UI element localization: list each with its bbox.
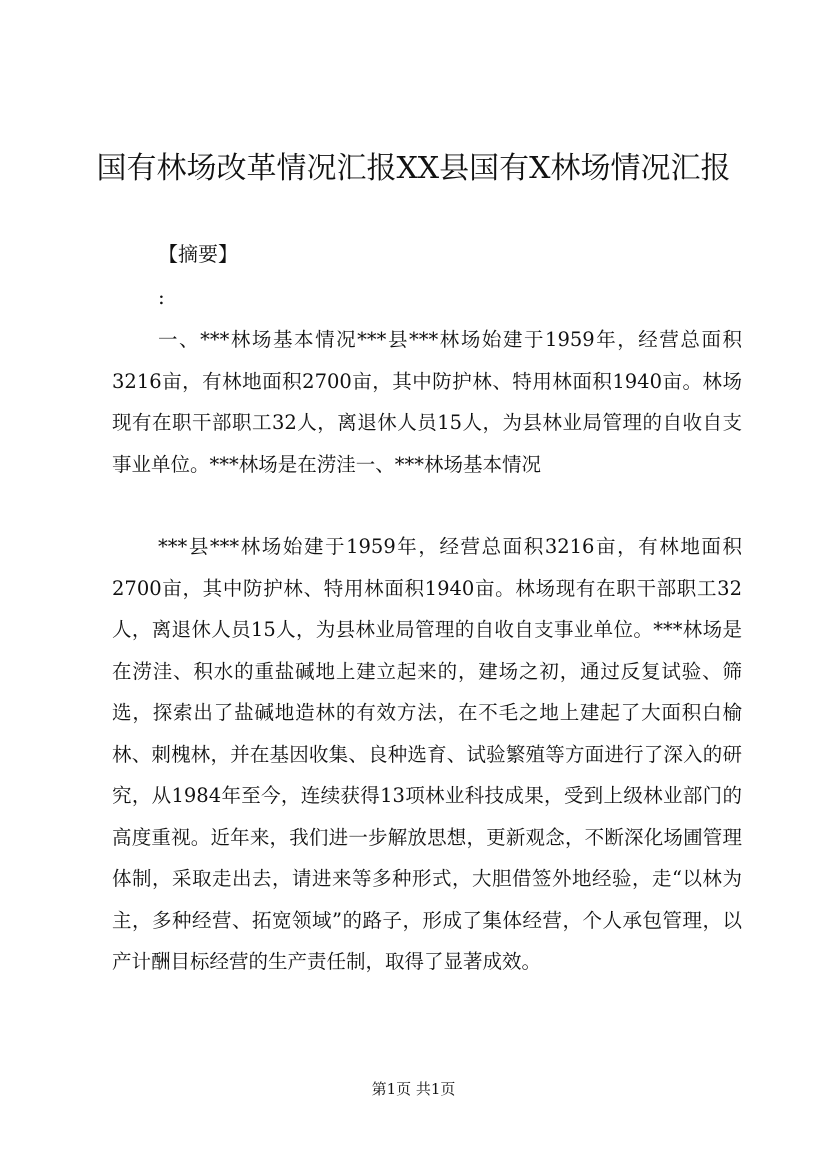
abstract-colon: : <box>158 285 165 309</box>
page-footer: 第1页 共1页 <box>371 1080 456 1098</box>
document-title: 国有林场改革情况汇报XX县国有X林场情况汇报 <box>96 151 731 186</box>
abstract-label: 【摘要】 <box>158 242 238 266</box>
paragraph-1: 一、***林场基本情况***县***林场始建于1959年，经营总面积3216亩，有林地面积2700亩，其中防护林、特用林面积1940亩。林场现有在职干部职工32人，离退休人员15人，为县林业局管理的自收自支事业单位。***林场是在涝洼一、***林场基本情况 <box>112 328 742 476</box>
paragraph-2: ***县***林场始建于1959年，经营总面积3216亩，有林地面积2700亩，其中防护林、特用林面积1940亩。林场现有在职干部职工32人，离退休人员15人，为县林业局管理的自收自支事业单位。***林场是在涝洼、积水的重盐碱地上建立起来的，建场之初，通过反复试验、筛选，探索出了盐碱地造林的有效方法，在不毛之地上建起了大面积白榆林、刺槐林，并在基因收集、良种选育、试验繁殖等方面进行了深入的研究，从1984年至今，连续获得13项林业科技成果，受到上级林业部门的高度重视。近年来，我们进一步解放思想，更新观念，不断深化场圃管理体制，采取走出去，请进来等多种形式，大胆借签外地经验，走“以林为主，多种经营、拓宽领域”的路子，形成了集体经营，个人承包管理，以产计酬目标经营的生产责任制，取得了显著成效。 <box>112 535 742 973</box>
